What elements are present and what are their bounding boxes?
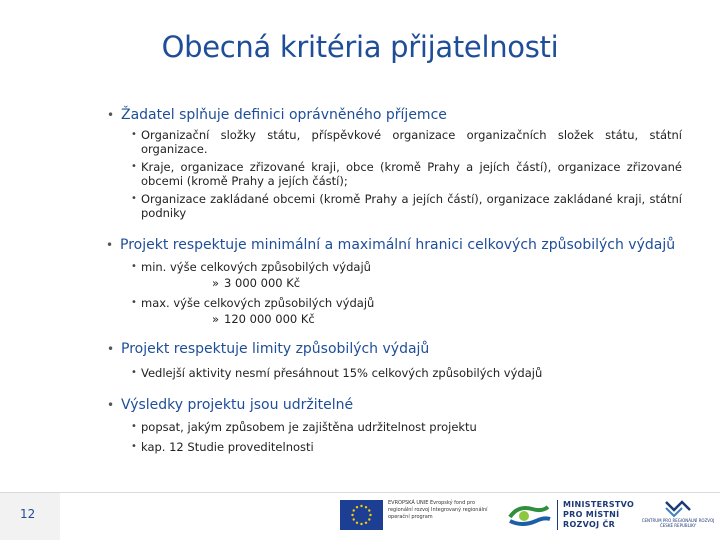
section-expense-limits	[107, 340, 682, 380]
irop-logo	[506, 501, 552, 529]
crr-logo	[636, 498, 714, 534]
list-item: • Organizační složky státu, příspěvkové organizace organizačních složek státu, státní organizace.	[131, 128, 682, 156]
page-title: Obecná kritéria přijatelnosti	[161, 30, 559, 64]
eu-flag-logo	[340, 500, 383, 530]
list-item: • Kraje, organizace zřizované kraji, obce (kromě Prahy a jejích částí), organizace zřizované obcemi (kromě Prahy a jejích částí);	[131, 160, 682, 188]
crr-text: CENTRUM PRO REGIONÁLNÍ ROZVOJ ČESKÉ REPUBLIKY	[641, 518, 715, 528]
min-value: » 3 000 000 Kč	[212, 276, 301, 290]
section-sustainability	[107, 396, 682, 454]
list-item: • kap. 12 Studie proveditelnosti	[131, 440, 314, 454]
max-value: » 120 000 000 Kč	[212, 312, 315, 326]
list-item: • Vedlejší aktivity nesmí přesáhnout 15% celkových způsobilých výdajů	[131, 366, 543, 380]
criteria-list	[107, 106, 682, 454]
list-item: • Organizace zakládané obcemi (kromě Prahy a jejích částí), organizace zakládané kraji, státní podniky	[131, 192, 682, 220]
page-number: 12	[20, 507, 36, 521]
footer-divider	[0, 492, 720, 493]
section-heading: • Výsledky projektu jsou udržitelné	[107, 396, 682, 414]
ministry-logo-bar	[557, 500, 558, 530]
eu-fund-text: EVROPSKÁ UNIE Evropský fond pro regionální rozvoj Integrovaný regionální operační program	[388, 500, 488, 520]
section-heading: • Žadatel splňuje definici oprávněného příjemce	[107, 106, 682, 124]
list-item: • max. výše celkových způsobilých výdajů	[131, 296, 375, 310]
section-applicant	[107, 106, 682, 220]
ministry-logo: MINISTERSTVO PRO MÍSTNÍ ROZVOJ ČR	[563, 500, 635, 529]
section-heading: • Projekt respektuje minimální a maximální hranici celkových způsobilých výdajů	[106, 236, 682, 254]
section-heading: • Projekt respektuje limity způsobilých výdajů	[107, 340, 682, 358]
list-item: • min. výše celkových způsobilých výdajů	[131, 260, 371, 274]
section-budget-limits	[107, 236, 682, 326]
list-item: • popsat, jakým způsobem je zajištěna udržitelnost projektu	[131, 420, 477, 434]
